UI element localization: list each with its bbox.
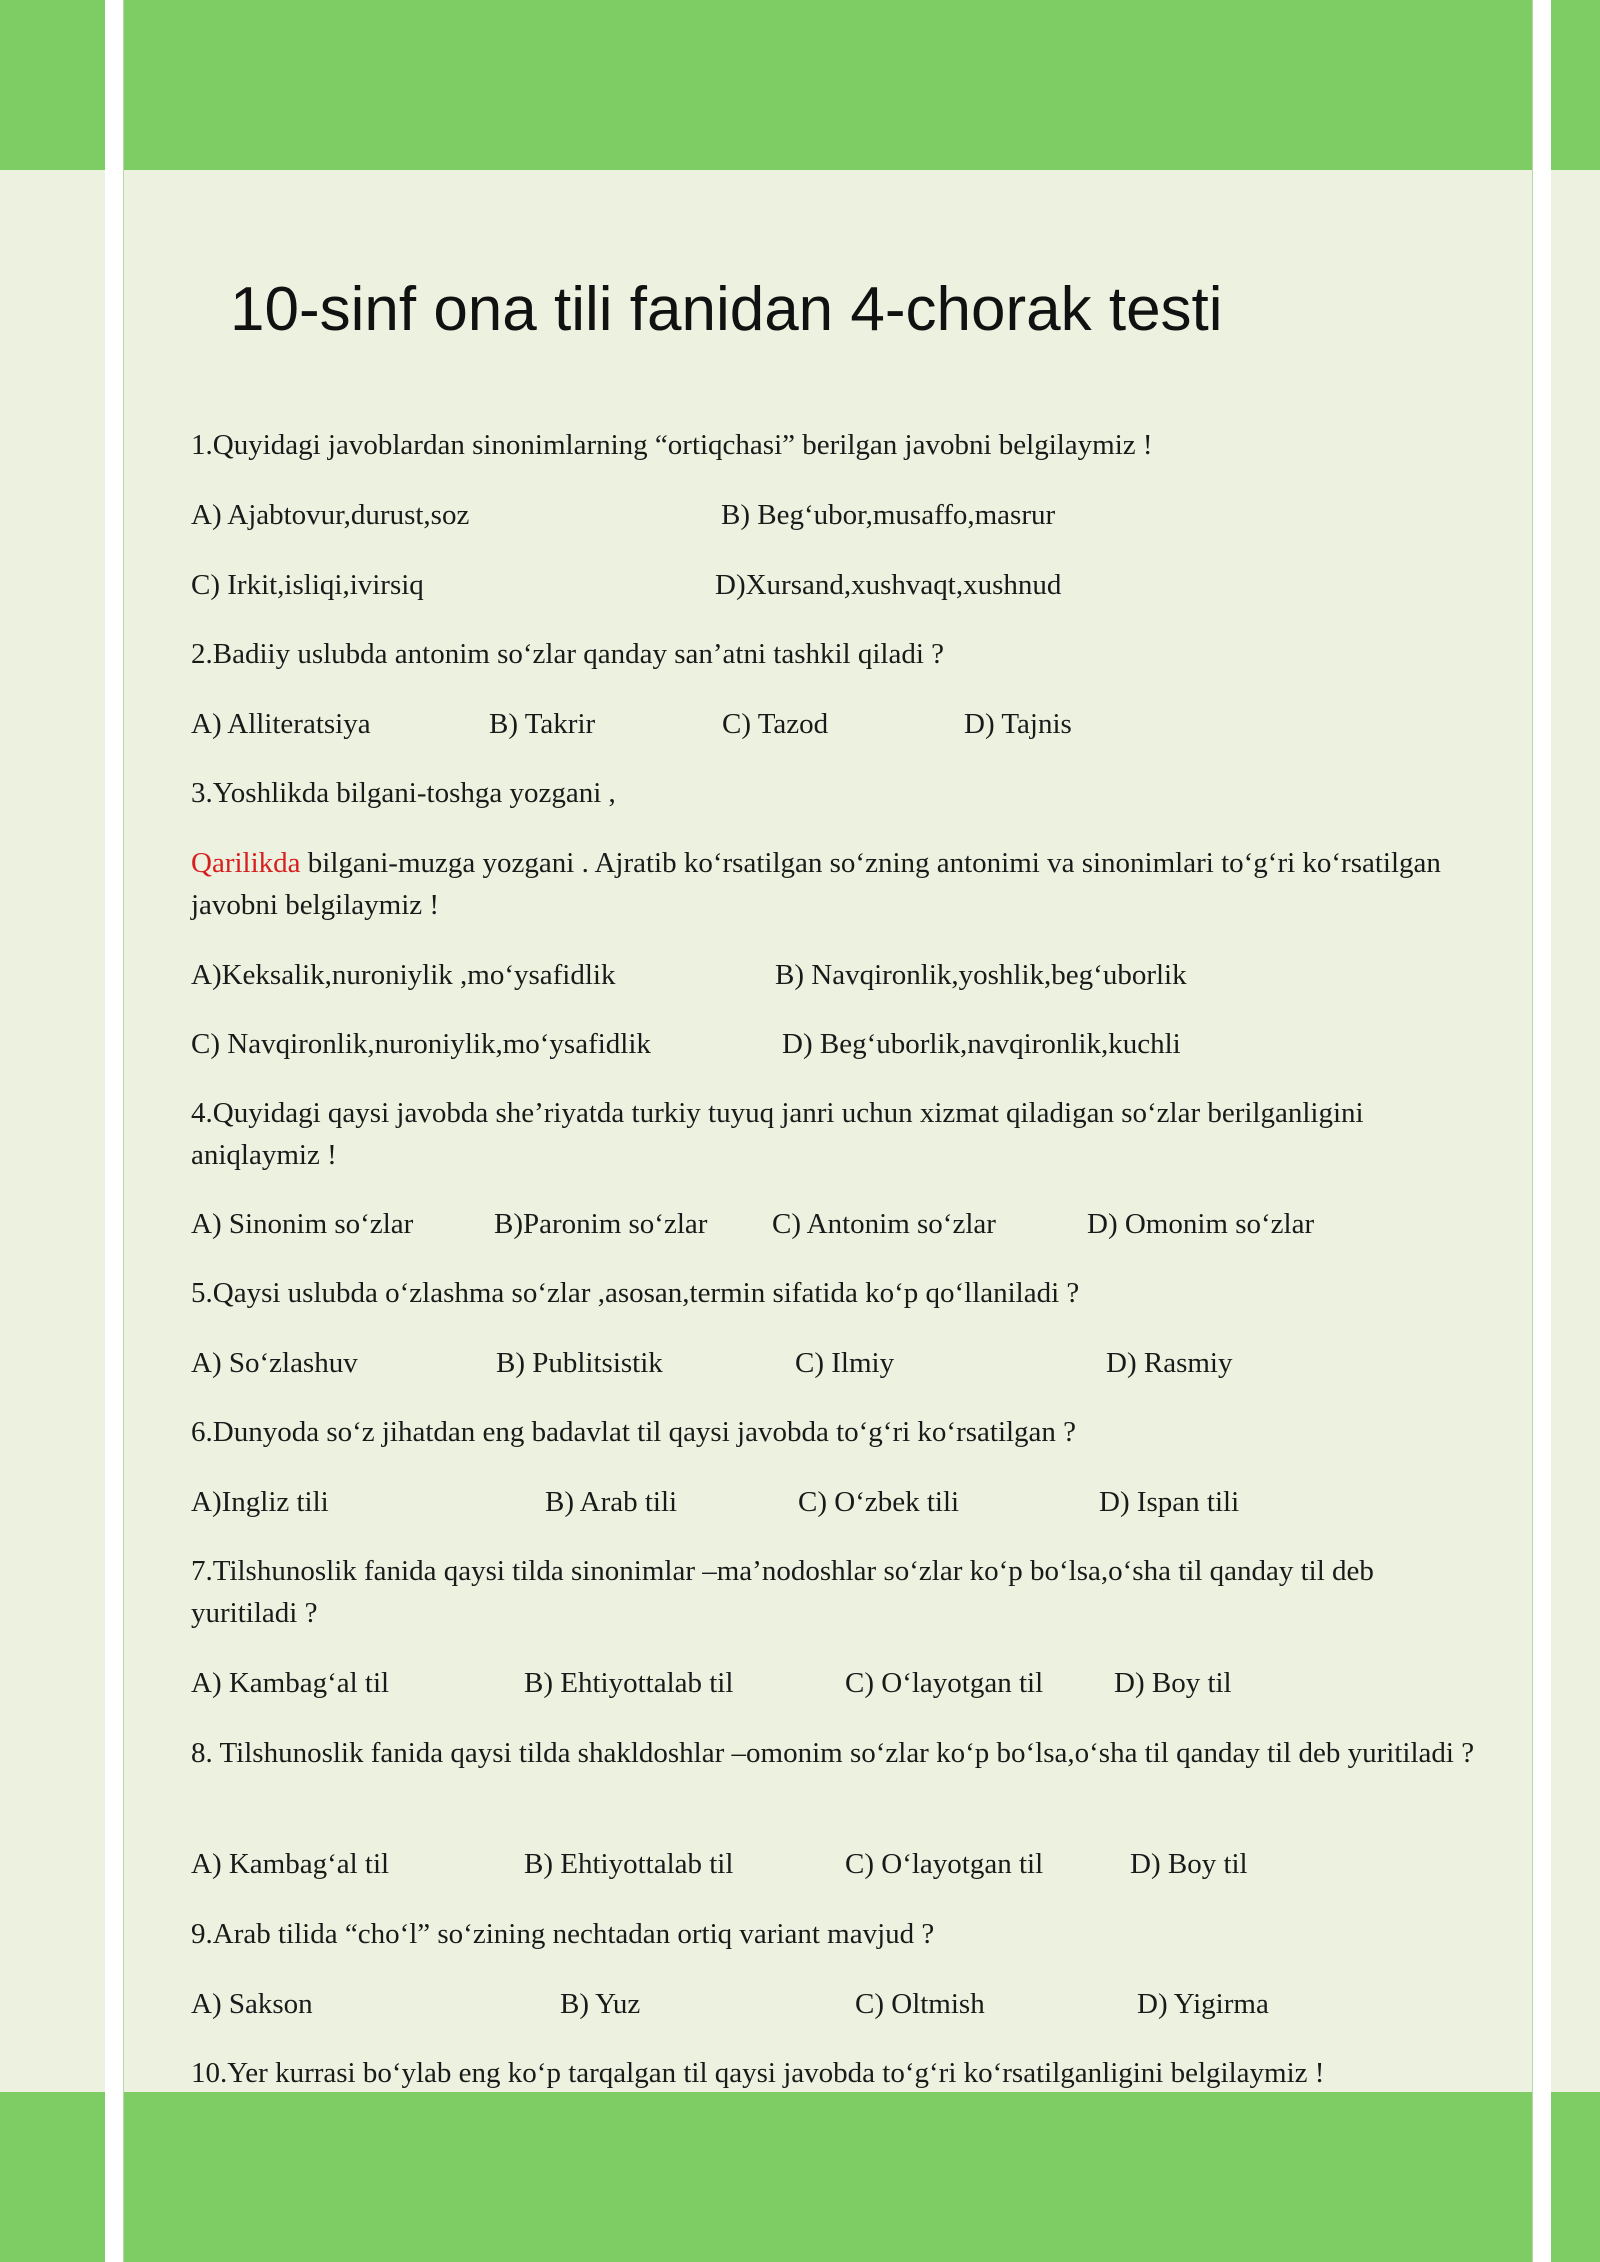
question-3-line-1: 3.Yoshlikda bilgani-toshga yozgani , (191, 777, 616, 809)
q7-option-a[interactable]: A) Kambag‘al til (191, 1667, 390, 1699)
left-margin-stripe (105, 0, 123, 2262)
q3-option-c[interactable]: C) Navqironlik,nuroniylik,mo‘ysafidlik (191, 1028, 651, 1060)
q2-option-d[interactable]: D) Tajnis (964, 708, 1072, 740)
right-page-border (1532, 0, 1533, 2262)
q7-option-c[interactable]: C) O‘layotgan til (845, 1667, 1044, 1699)
footer-band (0, 2092, 1600, 2262)
question-6: 6.Dunyoda so‘z jihatdan eng badavlat til qaysi javobda to‘g‘ri ko‘rsatilgan ? (191, 1416, 1077, 1448)
page-title: 10-sinf ona tili fanidan 4-chorak testi (230, 275, 1223, 344)
q4-option-b[interactable]: B)Paronim so‘zlar (494, 1208, 708, 1240)
q5-option-b[interactable]: B) Publitsistik (496, 1347, 663, 1379)
question-7: 7.Tilshunoslik fanida qaysi tilda sinonimlar –ma’nodoshlar so‘zlar ko‘p bo‘lsa,o‘sha til qanday til deb yuritiladi ? (191, 1555, 1374, 1629)
q5-option-d[interactable]: D) Rasmiy (1106, 1347, 1233, 1379)
q6-option-a[interactable]: A)Ingliz tili (191, 1486, 329, 1518)
q8-option-c[interactable]: C) O‘layotgan til (845, 1848, 1044, 1880)
q2-option-a[interactable]: A) Alliteratsiya (191, 708, 371, 740)
q3-option-d[interactable]: D) Beg‘uborlik,navqironlik,kuchli (782, 1028, 1181, 1060)
question-5: 5.Qaysi uslubda o‘zlashma so‘zlar ,asosan,termin sifatida ko‘p qo‘llaniladi ? (191, 1277, 1080, 1309)
q7-option-d[interactable]: D) Boy til (1114, 1667, 1232, 1699)
question-3-text: bilgani-muzga yozgani . Ajratib ko‘rsatilgan so‘zning antonimi va sinonimlari to‘g‘ri ko‘rsatilgan javobni belgilaymiz ! (191, 847, 1441, 921)
q5-option-a[interactable]: A) So‘zlashuv (191, 1347, 358, 1379)
question-10: 10.Yer kurrasi bo‘ylab eng ko‘p tarqalgan til qaysi javobda to‘g‘ri ko‘rsatilganligini belgilaymiz ! (191, 2057, 1325, 2089)
highlighted-word: Qarilikda (191, 847, 301, 879)
q6-option-d[interactable]: D) Ispan tili (1099, 1486, 1240, 1518)
q1-option-c[interactable]: C) Irkit,isliqi,ivirsiq (191, 569, 424, 601)
q5-option-c[interactable]: C) Ilmiy (795, 1347, 895, 1379)
q9-option-d[interactable]: D) Yigirma (1137, 1988, 1269, 2020)
q9-option-c[interactable]: C) Oltmish (855, 1988, 985, 2020)
q6-option-b[interactable]: B) Arab tili (545, 1486, 678, 1518)
q6-option-c[interactable]: C) O‘zbek tili (798, 1486, 960, 1518)
q8-option-a[interactable]: A) Kambag‘al til (191, 1848, 390, 1880)
question-4: 4.Quyidagi qaysi javobda she’riyatda turkiy tuyuq janri uchun xizmat qiladigan so‘zlar berilganligini aniqlaymiz ! (191, 1097, 1364, 1171)
q8-option-d[interactable]: D) Boy til (1130, 1848, 1248, 1880)
q3-option-b[interactable]: B) Navqironlik,yoshlik,beg‘uborlik (775, 959, 1187, 991)
question-3-line-2 (191, 842, 1481, 926)
q2-option-c[interactable]: C) Tazod (722, 708, 829, 740)
q1-option-b[interactable]: B) Beg‘ubor,musaffo,masrur (721, 499, 1056, 531)
right-margin-stripe (1533, 0, 1551, 2262)
left-page-border (123, 0, 124, 2262)
q3-option-a[interactable]: A)Keksalik,nuroniylik ,mo‘ysafidlik (191, 959, 616, 991)
q4-option-d[interactable]: D) Omonim so‘zlar (1087, 1208, 1315, 1240)
q2-option-b[interactable]: B) Takrir (489, 708, 596, 740)
question-9: 9.Arab tilida “cho‘l” so‘zining nechtadan ortiq variant mavjud ? (191, 1918, 935, 1950)
q4-option-c[interactable]: C) Antonim so‘zlar (772, 1208, 996, 1240)
q9-option-b[interactable]: B) Yuz (560, 1988, 641, 2020)
q7-option-b[interactable]: B) Ehtiyottalab til (524, 1667, 734, 1699)
q1-option-a[interactable]: A) Ajabtovur,durust,soz (191, 499, 470, 531)
question-1: 1.Quyidagi javoblardan sinonimlarning “ortiqchasi” berilgan javobni belgilaymiz ! (191, 429, 1153, 461)
question-2: 2.Badiiy uslubda antonim so‘zlar qanday san’atni tashkil qiladi ? (191, 638, 945, 670)
header-band (0, 0, 1600, 170)
question-8: 8. Tilshunoslik fanida qaysi tilda shakldoshlar –omonim so‘zlar ko‘p bo‘lsa,o‘sha til qanday til deb yuritiladi ? (191, 1737, 1475, 1769)
q1-option-d[interactable]: D)Xursand,xushvaqt,xushnud (715, 569, 1062, 601)
q9-option-a[interactable]: A) Sakson (191, 1988, 313, 2020)
q4-option-a[interactable]: A) Sinonim so‘zlar (191, 1208, 414, 1240)
q8-option-b[interactable]: B) Ehtiyottalab til (524, 1848, 734, 1880)
